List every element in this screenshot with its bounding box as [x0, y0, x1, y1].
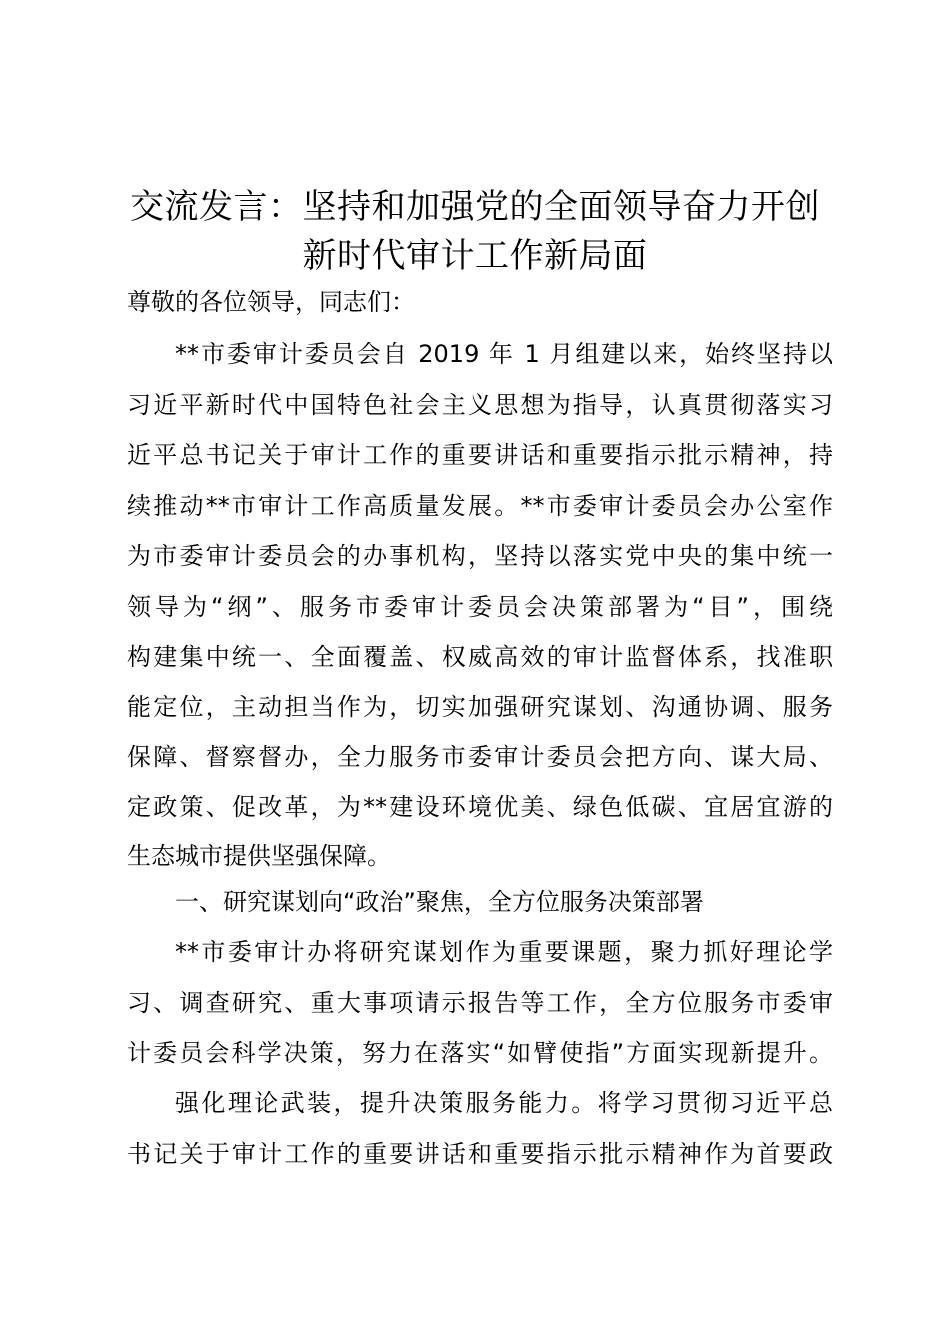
body-line: 保障、督察督办，全力服务市委审计委员会把方向、谋大局、 — [127, 743, 833, 771]
body-line: 习近平新时代中国特色社会主义思想为指导，认真贯彻落实习 — [127, 391, 833, 419]
body-line: 强化理论武装，提升决策服务能力。将学习贯彻习近平总 — [175, 1089, 833, 1117]
section-heading: 一、研究谋划向“政治”聚焦，全方位服务决策部署 — [175, 888, 704, 916]
document-title-line-2: 新时代审计工作新局面 — [302, 236, 648, 276]
body-line: **市委审计委员会自 2019 年 1 月组建以来，始终坚持以 — [175, 340, 833, 368]
body-line: 领导为“纲”、服务市委审计委员会决策部署为“目”，围绕 — [127, 593, 833, 621]
document-title-line-1: 交流发言：坚持和加强党的全面领导奋力开创 — [130, 187, 820, 227]
body-line: 计委员会科学决策，努力在落实“如臂使指”方面实现新提升。 — [127, 1039, 833, 1067]
body-line: 书记关于审计工作的重要讲话和重要指示批示精神作为首要政 — [127, 1140, 833, 1168]
body-line: 近平总书记关于审计工作的重要讲话和重要指示批示精神，持 — [127, 441, 833, 469]
body-line: 生态城市提供坚强保障。 — [127, 842, 391, 870]
body-line: 能定位，主动担当作为，切实加强研究谋划、沟通协调、服务 — [127, 693, 833, 721]
body-line: 构建集中统一、全面覆盖、权威高效的审计监督体系，找准职 — [127, 643, 833, 671]
body-line: 习、调查研究、重大事项请示报告等工作，全方位服务市委审 — [127, 989, 833, 1017]
body-line: **市委审计办将研究谋划作为重要课题，聚力抓好理论学 — [175, 938, 833, 966]
greeting: 尊敬的各位领导，同志们： — [127, 288, 415, 316]
body-line: 定政策、促改革，为**建设环境优美、绿色低碳、宜居宜游的 — [127, 793, 833, 821]
body-line: 为市委审计委员会的办事机构，坚持以落实党中央的集中统一 — [127, 542, 833, 570]
body-line: 续推动**市审计工作高质量发展。**市委审计委员会办公室作 — [127, 492, 833, 520]
